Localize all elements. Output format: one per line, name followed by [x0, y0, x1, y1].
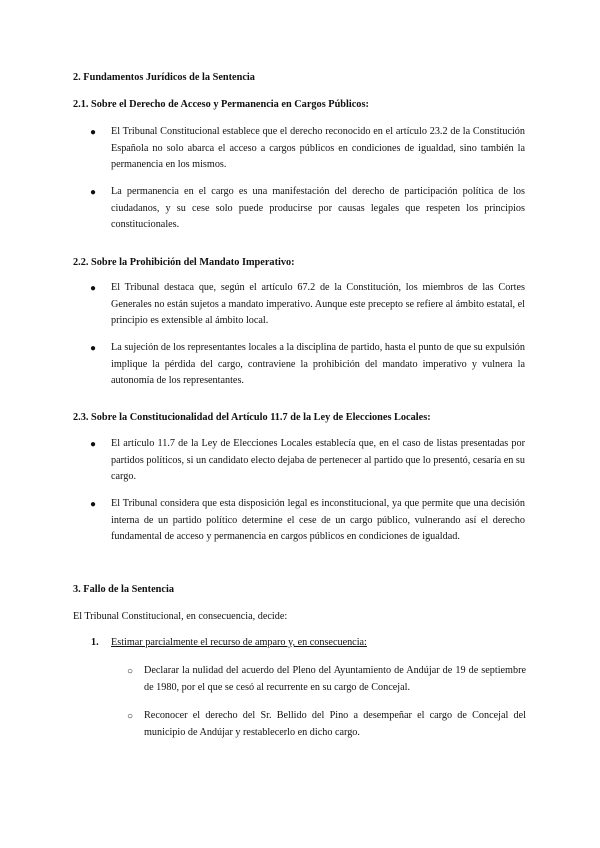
- section-2-2-bullet-2: La sujeción de los representantes locales a la disciplina de partido, hasta el punto de que su expulsión implique la pérdida del cargo, contraviene la prohibición del mandato imperativo y vulnera la autonomía de los representantes.: [111, 342, 525, 386]
- section-2-3-bullet-2: El Tribunal considera que esta disposición legal es inconstitucional, ya que permite que una decisión interna de un partido político determine el cese de un cargo público, vulnerando así el derecho fundamental de acceso y permanencia en cargos públicos en condiciones de igualdad.: [111, 498, 525, 542]
- list-number-1: 1.: [91, 637, 99, 648]
- sub-bullet-marker: ○: [127, 666, 134, 677]
- section-2-heading: 2. Fundamentos Jurídicos de la Sentencia: [73, 72, 255, 83]
- section-2-1-bullet-1: El Tribunal Constitucional establece que el derecho reconocido en el artículo 23.2 de la Constitución Española no solo abarca el acceso a cargos públicos en condiciones de igualdad, sino también la permanencia en los mismos.: [111, 126, 525, 170]
- section-3-heading: 3. Fallo de la Sentencia: [73, 584, 174, 595]
- sub-bullet-marker: ○: [127, 711, 134, 722]
- section-2-3-heading: 2.3. Sobre la Constitucionalidad del Artículo 11.7 de la Ley de Elecciones Locales:: [73, 412, 431, 423]
- bullet-marker: ●: [90, 439, 97, 450]
- bullet-marker: ●: [90, 127, 97, 138]
- bullet-marker: ●: [90, 343, 97, 354]
- bullet-marker: ●: [90, 187, 97, 198]
- section-2-1-bullet-2: La permanencia en el cargo es una manifestación del derecho de participación política de los ciudadanos, y su cese solo puede producirse por causas legales que respeten los principios constitucionales.: [111, 186, 525, 230]
- list-item-1-sub-2: Reconocer el derecho del Sr. Bellido del Pino a desempeñar el cargo de Concejal del municipio de Andújar y restablecerlo en dicho cargo.: [144, 710, 526, 738]
- section-3-intro: El Tribunal Constitucional, en consecuencia, decide:: [73, 611, 288, 622]
- bullet-marker: ●: [90, 283, 97, 294]
- section-2-2-heading: 2.2. Sobre la Prohibición del Mandato Imperativo:: [73, 257, 295, 268]
- bullet-marker: ●: [90, 499, 97, 510]
- section-2-3-bullet-1: El artículo 11.7 de la Ley de Elecciones Locales establecía que, en el caso de listas presentadas por partidos políticos, si un candidato electo dejaba de pertenecer al partido que lo presentó, cesaría en su cargo.: [111, 438, 525, 482]
- list-item-1: Estimar parcialmente el recurso de amparo y, en consecuencia:: [111, 637, 367, 648]
- section-2-1-heading: 2.1. Sobre el Derecho de Acceso y Permanencia en Cargos Públicos:: [73, 99, 369, 110]
- section-2-2-bullet-1: El Tribunal destaca que, según el artículo 67.2 de la Constitución, los miembros de las Cortes Generales no están sujetos a mandato imperativo. Aunque este precepto se refiere al ámbito estatal, el principio es extensible al ámbito local.: [111, 282, 525, 326]
- list-item-1-sub-1: Declarar la nulidad del acuerdo del Pleno del Ayuntamiento de Andújar de 19 de septiembre de 1980, por el que se cesó al recurrente en su cargo de Concejal.: [144, 665, 526, 693]
